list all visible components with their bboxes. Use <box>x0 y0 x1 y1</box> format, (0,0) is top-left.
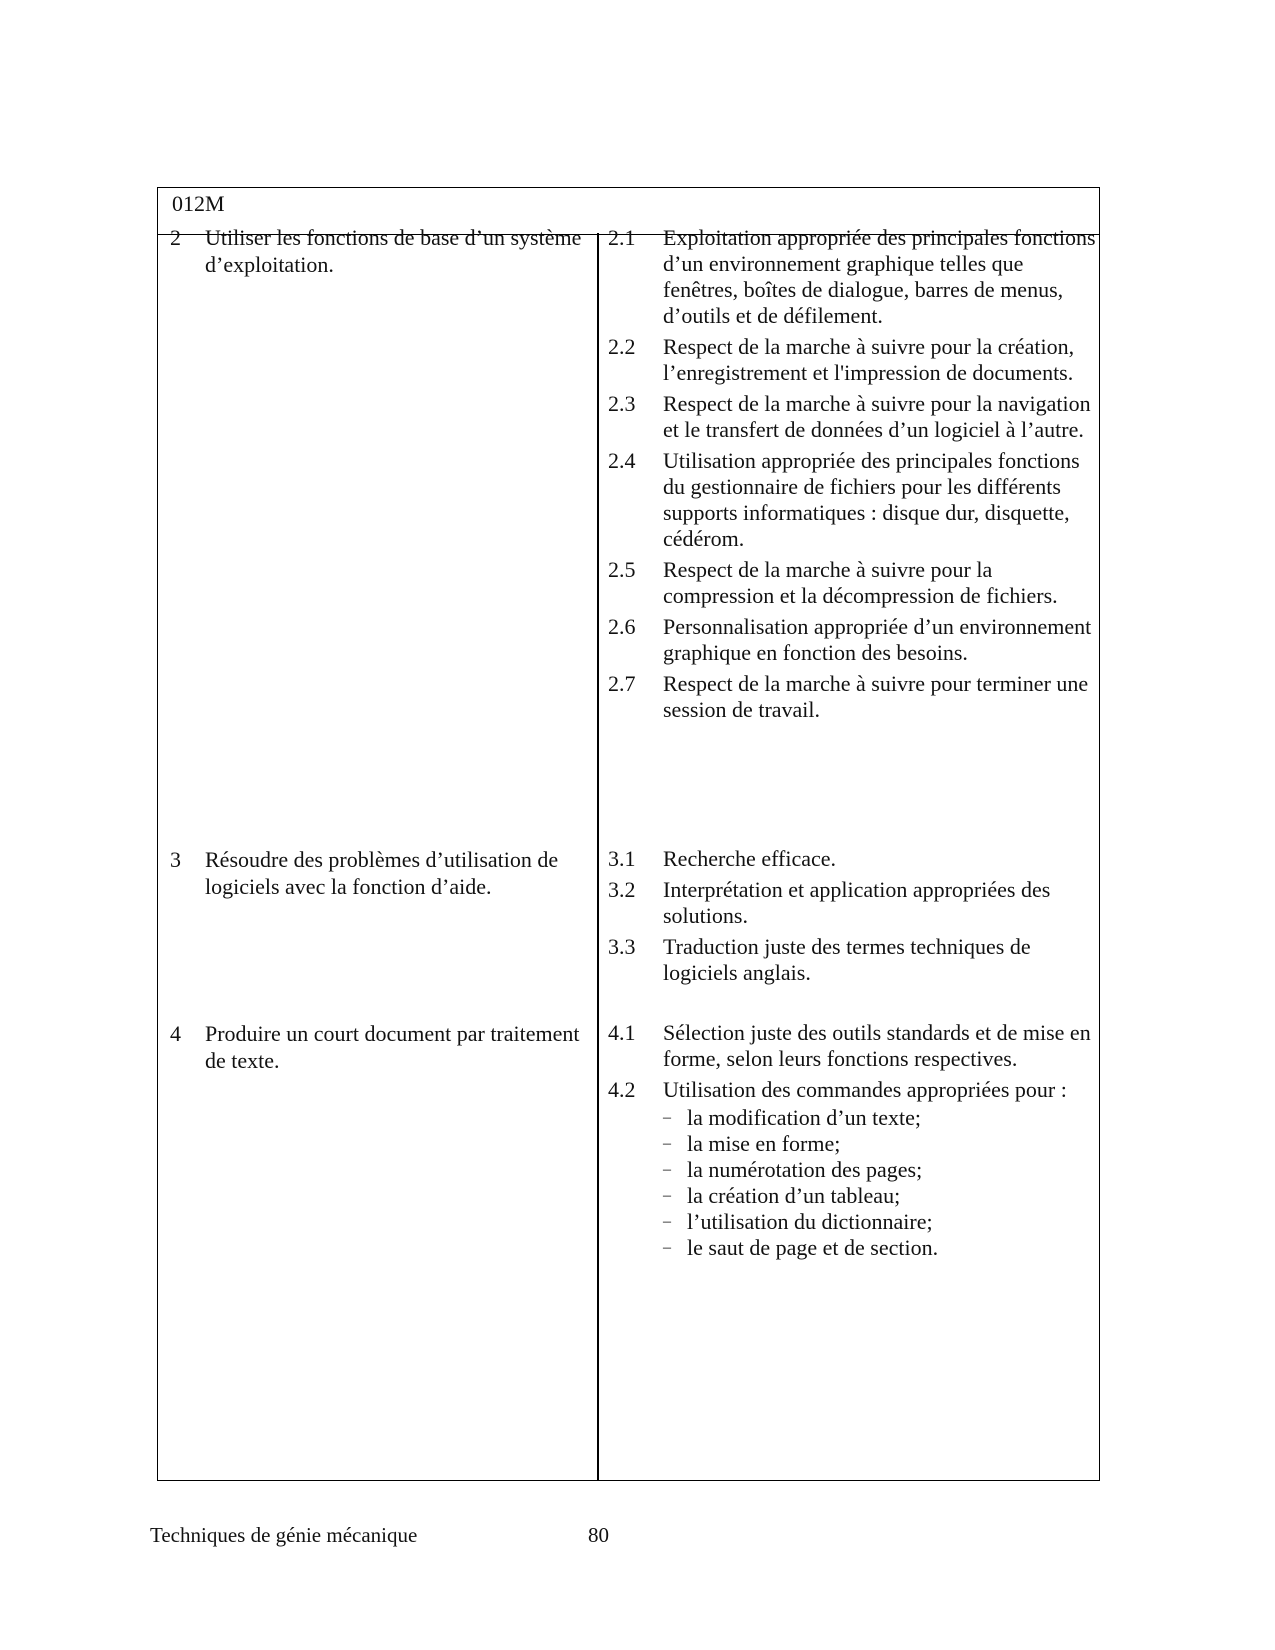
element-text: Résoudre des problèmes d’utilisation de logiciels avec la fonction d’aide. <box>205 847 559 899</box>
criterion-2-6 <box>608 614 1096 666</box>
criterion-number: 2.2 <box>608 334 636 359</box>
element-4 <box>170 1020 585 1074</box>
criterion-number: 2.1 <box>608 225 636 250</box>
criterion-text: Utilisation appropriée des principales fonctions du gestionnaire de fichiers pour les différents supports informatiques : disque dur, disquette, cédérom. <box>663 448 1080 551</box>
dash-bullet-icon: – <box>663 1187 671 1204</box>
element-text: Utiliser les fonctions de base d’un système d’exploitation. <box>205 225 582 277</box>
page-number: 80 <box>588 1523 609 1547</box>
footer-program-title: Techniques de génie mécanique <box>150 1523 418 1547</box>
list-item <box>663 1131 1096 1157</box>
list-item-text: le saut de page et de section. <box>687 1235 939 1260</box>
element-number: 4 <box>170 1021 181 1046</box>
criterion-number: 3.3 <box>608 934 636 959</box>
criterion-number: 2.3 <box>608 391 636 416</box>
criterion-3-3 <box>608 934 1096 986</box>
criterion-2-4 <box>608 448 1096 552</box>
criteria-element-2 <box>608 225 1096 728</box>
list-item <box>663 1235 1096 1261</box>
dash-bullet-icon: – <box>663 1109 671 1126</box>
list-item <box>663 1209 1096 1235</box>
criterion-text: Traduction juste des termes techniques de logiciels anglais. <box>663 934 1031 985</box>
criterion-2-5 <box>608 557 1096 609</box>
criterion-text: Respect de la marche à suivre pour la création, l’enregistrement et l'impression de documents. <box>663 334 1075 385</box>
list-item <box>663 1157 1096 1183</box>
criteria-element-3 <box>608 846 1096 991</box>
criterion-number: 4.2 <box>608 1077 636 1102</box>
element-3 <box>170 846 585 900</box>
criterion-2-3 <box>608 391 1096 443</box>
criterion-text: Exploitation appropriée des principales fonctions d’un environnement graphique telles que fenêtres, boîtes de dialogue, barres de menus, d’outils et de défilement. <box>663 225 1096 328</box>
column-divider <box>597 233 599 1481</box>
criterion-2-2 <box>608 334 1096 386</box>
criterion-2-7 <box>608 671 1096 723</box>
criterion-2-1 <box>608 225 1096 329</box>
list-item <box>663 1105 1096 1131</box>
list-item-text: la mise en forme; <box>687 1131 841 1156</box>
dash-bullet-icon: – <box>663 1161 671 1178</box>
criterion-text: Respect de la marche à suivre pour la navigation et le transfert de données d’un logiciel à l’autre. <box>663 391 1091 442</box>
criterion-text: Respect de la marche à suivre pour la compression et la décompression de fichiers. <box>663 557 1058 608</box>
criterion-text: Sélection juste des outils standards et de mise en forme, selon leurs fonctions respectives. <box>663 1020 1091 1071</box>
criterion-number: 3.1 <box>608 846 636 871</box>
element-number: 3 <box>170 847 181 872</box>
criterion-3-1 <box>608 846 1096 872</box>
list-item-text: l’utilisation du dictionnaire; <box>687 1209 933 1234</box>
criterion-number: 4.1 <box>608 1020 636 1045</box>
dash-bullet-icon: – <box>663 1239 671 1256</box>
criterion-4-2 <box>608 1077 1096 1261</box>
element-number: 2 <box>170 225 181 250</box>
criterion-number: 2.6 <box>608 614 636 639</box>
list-item <box>663 1183 1096 1209</box>
criterion-number: 2.4 <box>608 448 636 473</box>
dash-bullet-icon: – <box>663 1213 671 1230</box>
criterion-text: Interprétation et application appropriées des solutions. <box>663 877 1051 928</box>
criterion-number: 2.5 <box>608 557 636 582</box>
command-list <box>663 1105 1096 1261</box>
criterion-number: 3.2 <box>608 877 636 902</box>
criterion-text: Respect de la marche à suivre pour terminer une session de travail. <box>663 671 1089 722</box>
element-text: Produire un court document par traitement de texte. <box>205 1021 580 1073</box>
criterion-text: Recherche efficace. <box>663 846 837 871</box>
criterion-3-2 <box>608 877 1096 929</box>
criterion-text: Utilisation des commandes appropriées pour : <box>663 1077 1067 1102</box>
list-item-text: la modification d’un texte; <box>687 1105 921 1130</box>
criteria-element-4 <box>608 1020 1096 1266</box>
dash-bullet-icon: – <box>663 1135 671 1152</box>
element-2 <box>170 224 585 278</box>
criterion-number: 2.7 <box>608 671 636 696</box>
criterion-text: Personnalisation appropriée d’un environnement graphique en fonction des besoins. <box>663 614 1092 665</box>
criterion-4-1 <box>608 1020 1096 1072</box>
list-item-text: la numérotation des pages; <box>687 1157 923 1182</box>
list-item-text: la création d’un tableau; <box>687 1183 901 1208</box>
course-code: 012M <box>172 191 225 216</box>
